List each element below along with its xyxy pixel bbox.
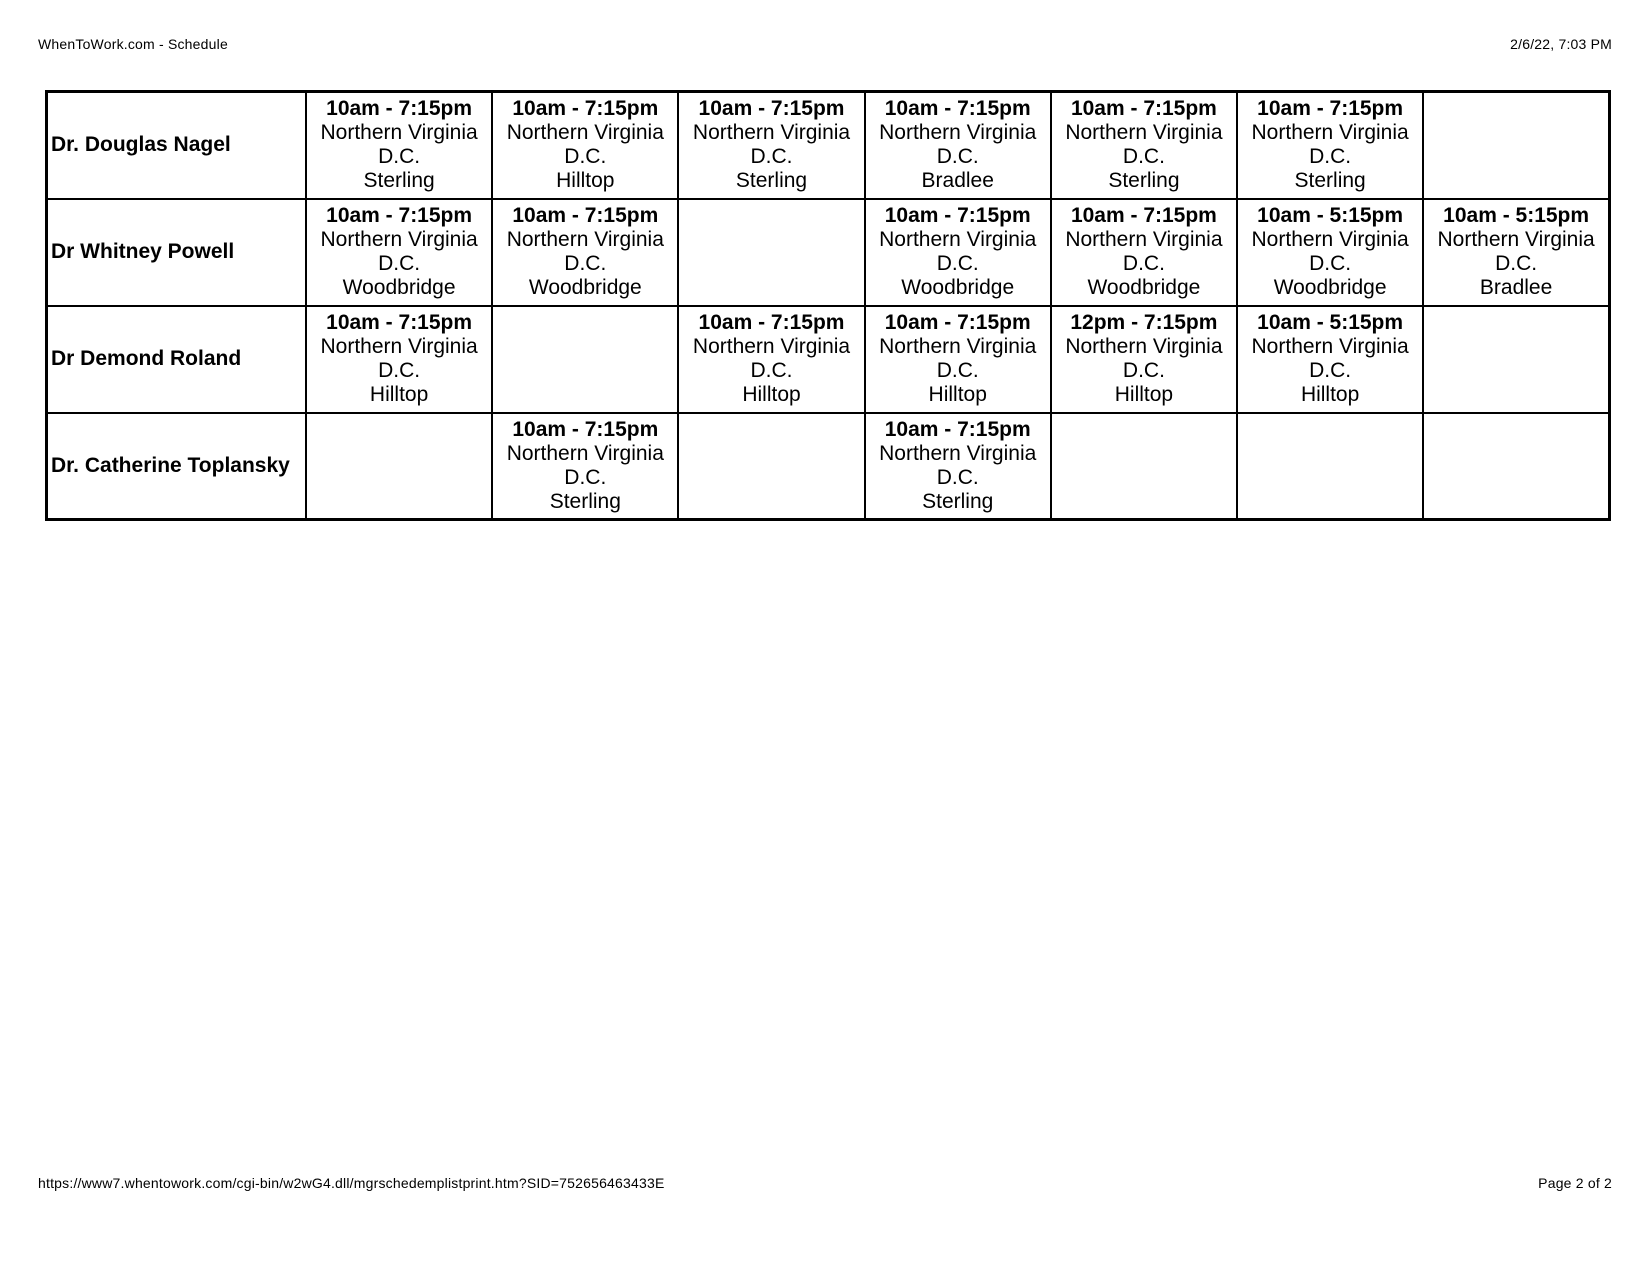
shift-loc: Northern Virginia	[1065, 228, 1223, 251]
shift-sub: D.C.	[936, 359, 979, 382]
shift-site: Woodbridge	[528, 276, 642, 299]
shift-cell	[865, 413, 1051, 520]
shift-cell	[1423, 92, 1609, 199]
shift-cell	[1237, 92, 1423, 199]
shift-time: 10am - 7:15pm	[884, 204, 1031, 227]
shift-site: Woodbridge	[342, 276, 456, 299]
shift-site: Bradlee	[1479, 276, 1553, 299]
shift-site: Hilltop	[1114, 383, 1174, 406]
shift-cell	[865, 92, 1051, 199]
shift-cell	[1051, 413, 1237, 520]
shift-cell	[865, 306, 1051, 413]
page-number: Page 2 of 2	[1538, 1175, 1612, 1191]
shift-time: 10am - 7:15pm	[884, 417, 1031, 441]
shift-cell	[306, 199, 492, 306]
shift-loc: Northern Virginia	[1065, 121, 1223, 145]
shift-sub: D.C.	[378, 252, 421, 275]
print-datetime: 2/6/22, 7:03 PM	[1510, 36, 1612, 52]
table-row	[47, 413, 1610, 520]
shift-cell	[678, 92, 864, 199]
table-row	[47, 306, 1610, 413]
shift-sub: D.C.	[378, 359, 421, 382]
shift-cell	[306, 413, 492, 520]
shift-sub: D.C.	[564, 465, 607, 489]
shift-sub: D.C.	[936, 465, 979, 489]
shift-sub: D.C.	[378, 145, 421, 169]
employee-name: Dr Demond Roland	[47, 306, 307, 413]
shift-cell	[1237, 306, 1423, 413]
shift-loc: Northern Virginia	[879, 228, 1037, 251]
print-footer	[38, 1175, 1612, 1191]
shift-sub: D.C.	[750, 359, 793, 382]
employee-name: Dr. Douglas Nagel	[47, 92, 307, 199]
shift-time: 10am - 7:15pm	[512, 417, 659, 441]
shift-site: Sterling	[363, 169, 435, 193]
shift-time: 10am - 7:15pm	[326, 97, 473, 121]
shift-time: 10am - 7:15pm	[326, 204, 473, 227]
shift-time: 10am - 5:15pm	[1257, 204, 1404, 227]
shift-time: 10am - 7:15pm	[326, 311, 473, 334]
shift-time: 10am - 7:15pm	[1070, 97, 1217, 121]
shift-sub: D.C.	[564, 252, 607, 275]
shift-loc: Northern Virginia	[692, 121, 851, 145]
shift-site: Sterling	[1294, 169, 1366, 193]
employee-name: Dr. Catherine Toplansky	[47, 413, 307, 520]
shift-sub: D.C.	[936, 145, 979, 169]
shift-cell	[1423, 199, 1609, 306]
shift-time: 10am - 7:15pm	[512, 97, 659, 121]
employee-name: Dr Whitney Powell	[47, 199, 307, 306]
shift-site: Hilltop	[556, 169, 615, 193]
shift-time: 10am - 7:15pm	[1070, 204, 1217, 227]
shift-site: Woodbridge	[1087, 276, 1201, 299]
shift-loc: Northern Virginia	[1437, 228, 1595, 251]
table-row	[47, 199, 1610, 306]
shift-cell	[492, 413, 678, 520]
shift-cell	[1423, 413, 1609, 520]
shift-site: Sterling	[1108, 169, 1180, 193]
shift-cell	[678, 413, 864, 520]
shift-loc: Northern Virginia	[1251, 335, 1409, 358]
shift-site: Bradlee	[921, 169, 994, 193]
shift-cell	[678, 306, 864, 413]
shift-loc: Northern Virginia	[1251, 228, 1409, 251]
shift-loc: Northern Virginia	[1065, 335, 1223, 358]
shift-sub: D.C.	[1309, 359, 1352, 382]
page-title: WhenToWork.com - Schedule	[38, 36, 228, 52]
shift-cell	[1051, 199, 1237, 306]
shift-time: 10am - 7:15pm	[698, 311, 845, 334]
shift-loc: Northern Virginia	[879, 121, 1037, 145]
page-url: https://www7.whentowork.com/cgi-bin/w2wG4.dll/mgrschedemplistprint.htm?SID=752656463433E	[38, 1175, 665, 1191]
shift-cell	[492, 306, 678, 413]
print-header	[38, 36, 1612, 52]
shift-cell	[678, 199, 864, 306]
shift-loc: Northern Virginia	[879, 441, 1037, 465]
shift-site: Sterling	[549, 489, 621, 513]
shift-loc: Northern Virginia	[879, 335, 1037, 358]
shift-sub: D.C.	[1122, 359, 1165, 382]
shift-sub: D.C.	[1122, 252, 1165, 275]
shift-cell	[1237, 413, 1423, 520]
shift-cell	[306, 92, 492, 199]
shift-cell	[1051, 306, 1237, 413]
shift-time: 10am - 7:15pm	[698, 97, 845, 121]
shift-sub: D.C.	[1122, 145, 1165, 169]
shift-time: 10am - 7:15pm	[884, 97, 1031, 121]
shift-site: Sterling	[735, 169, 808, 193]
schedule-table	[45, 90, 1611, 521]
shift-sub: D.C.	[564, 145, 607, 169]
shift-sub: D.C.	[936, 252, 979, 275]
shift-time: 10am - 5:15pm	[1257, 311, 1404, 334]
shift-loc: Northern Virginia	[506, 121, 664, 145]
shift-time: 10am - 5:15pm	[1443, 204, 1590, 227]
table-row	[47, 92, 1610, 199]
shift-site: Hilltop	[928, 383, 987, 406]
shift-cell	[1237, 199, 1423, 306]
shift-loc: Northern Virginia	[320, 121, 478, 145]
shift-loc: Northern Virginia	[506, 441, 664, 465]
shift-sub: D.C.	[1309, 145, 1352, 169]
shift-sub: D.C.	[1309, 252, 1352, 275]
shift-loc: Northern Virginia	[692, 335, 851, 358]
shift-time: 10am - 7:15pm	[1257, 97, 1404, 121]
shift-cell	[1051, 92, 1237, 199]
shift-cell	[1423, 306, 1609, 413]
shift-loc: Northern Virginia	[320, 228, 478, 251]
shift-loc: Northern Virginia	[320, 335, 478, 358]
shift-cell	[492, 199, 678, 306]
shift-site: Hilltop	[742, 383, 801, 406]
shift-site: Woodbridge	[1273, 276, 1387, 299]
shift-time: 10am - 7:15pm	[512, 204, 659, 227]
shift-site: Hilltop	[1300, 383, 1360, 406]
shift-site: Sterling	[922, 489, 994, 513]
shift-cell	[865, 199, 1051, 306]
shift-time: 12pm - 7:15pm	[1070, 311, 1218, 334]
shift-site: Hilltop	[369, 383, 429, 406]
shift-sub: D.C.	[1495, 252, 1538, 275]
schedule-body	[47, 92, 1610, 520]
shift-cell	[492, 92, 678, 199]
shift-time: 10am - 7:15pm	[884, 311, 1031, 334]
shift-site: Woodbridge	[901, 276, 1015, 299]
shift-loc: Northern Virginia	[506, 228, 664, 251]
shift-cell	[306, 306, 492, 413]
shift-loc: Northern Virginia	[1251, 121, 1409, 145]
shift-sub: D.C.	[750, 145, 793, 169]
